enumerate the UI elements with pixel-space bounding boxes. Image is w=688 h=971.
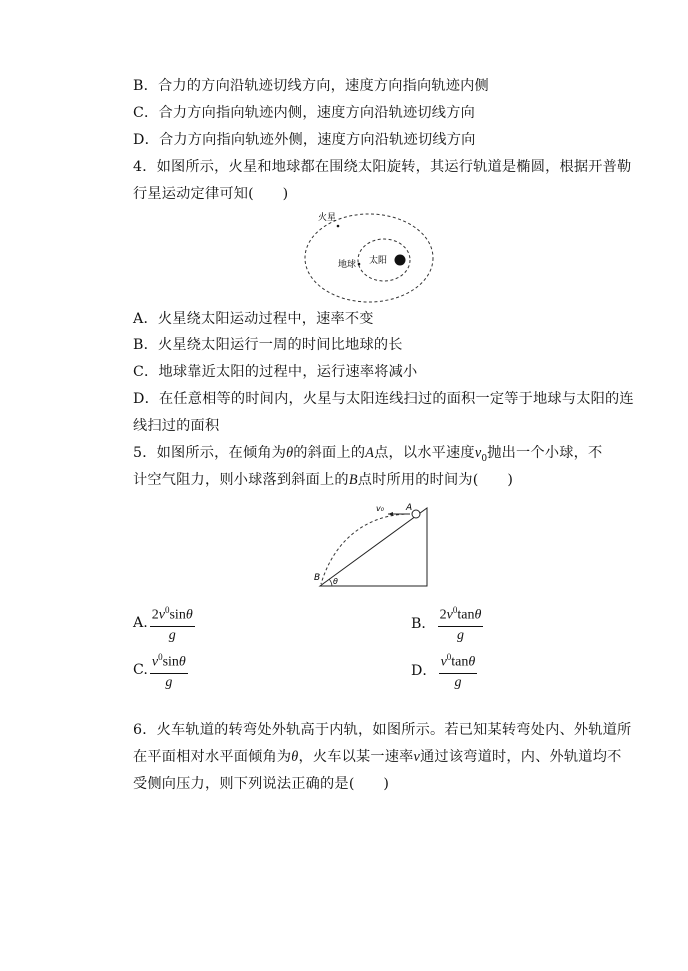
q5-option-d-letter: D． [411,663,437,680]
orbit-figure [300,205,440,305]
q4-option-d-line1: D．在任意相等的时间内，火星与太阳连线扫过的面积一定等于地球与太阳的连 [133,391,634,407]
q6-line2 [133,747,621,767]
earth-dot [358,263,361,266]
q5-option-a-fraction: $\frac{2v^0\sin\theta}{g}$ [150,602,195,645]
q5-stem-1b: 的斜面上的 [293,445,366,461]
point-a-symbol: A [365,445,375,461]
mars-label: 火星 [318,213,337,223]
mars-dot [337,225,340,228]
angle-arc [329,579,332,586]
q6-line1: 6．火车轨道的转弯处外轨高于内轨，如图所示。若已知某转弯处内、外轨道所 [133,722,632,738]
q3-option-d: D．合力方向指向轨迹外侧，速度方向沿轨迹切线方向 [133,132,476,148]
q6-line3: 受侧向压力，则下列说法正确的是( ) [133,776,390,792]
q6-theta: θ [291,749,299,765]
v0-subscript: 0 [481,453,488,464]
q5-stem-line1 [133,443,602,469]
q5-stem-line2 [133,470,513,490]
earth-label: 地球 [338,260,357,270]
q6-v: v [413,749,421,765]
v0-symbol: v [474,445,482,461]
q5-stem-2b: 点时所用的时间为( ) [357,472,514,488]
q5-option-c-letter: C. [133,662,148,679]
q5-option-a-letter: A. [133,615,148,632]
q5-stem-2a: 计空气阻力，则小球落到斜面上的 [133,472,349,488]
q6-line2c: 通过该弯道时，内、外轨道均不 [420,749,622,765]
q4-option-c: C．地球靠近太阳的过程中，运行速率将减小 [133,364,418,380]
q4-stem-line1: 4．如图所示，火星和地球都在围绕太阳旋转，其运行轨道是椭圆，根据开普勒 [133,159,632,175]
q6-line2a: 在平面相对水平面倾角为 [133,749,292,765]
q4-option-d-line2: 线扫过的面积 [133,418,220,434]
q4-option-a: A．火星绕太阳运动过程中，速率不变 [133,311,374,327]
q5-option-b-fraction: $\frac{2v^0\tan\theta}{g}$ [438,602,484,645]
trajectory-curve [321,514,410,584]
point-b-symbol: B [348,472,358,488]
q5-option-d-fraction: $\frac{v^0\tan\theta}{g}$ [439,649,478,692]
sun [395,255,406,266]
q5-option-c-fraction: $\frac{v^0\sin\theta}{g}$ [150,649,188,692]
q5-stem-1d: 抛出一个小球，不 [487,445,603,461]
fig-label-theta: θ [333,577,338,586]
q5-stem-1a: 5．如图所示，在倾角为 [133,445,287,461]
q4-option-b: B．火星绕太阳运行一周的时间比地球的长 [133,337,403,353]
q5-option-d [411,649,477,692]
q5-option-b [411,602,483,645]
q5-stem-1c: 点，以水平速度 [374,445,475,461]
incline-triangle [320,508,427,586]
fig-label-a: A [406,503,413,513]
q5-option-a [133,602,195,645]
q3-option-c: C．合力方向指向轨迹内侧，速度方向沿轨迹切线方向 [133,105,475,121]
q5-option-c [133,649,188,692]
q5-option-b-letter: B． [411,616,436,633]
q6-line2b: ，火车以某一速率 [298,749,414,765]
ball [412,510,420,518]
theta-symbol: θ [286,445,294,461]
q3-option-b: B．合力的方向沿轨迹切线方向，速度方向指向轨迹内侧 [133,78,489,94]
q4-stem-line2: 行星运动定律可知( ) [133,186,289,202]
sun-label: 太阳 [369,256,388,266]
incline-figure [312,500,437,592]
fig-label-v0: v₀ [376,504,384,513]
fig-label-b: B [314,573,321,583]
